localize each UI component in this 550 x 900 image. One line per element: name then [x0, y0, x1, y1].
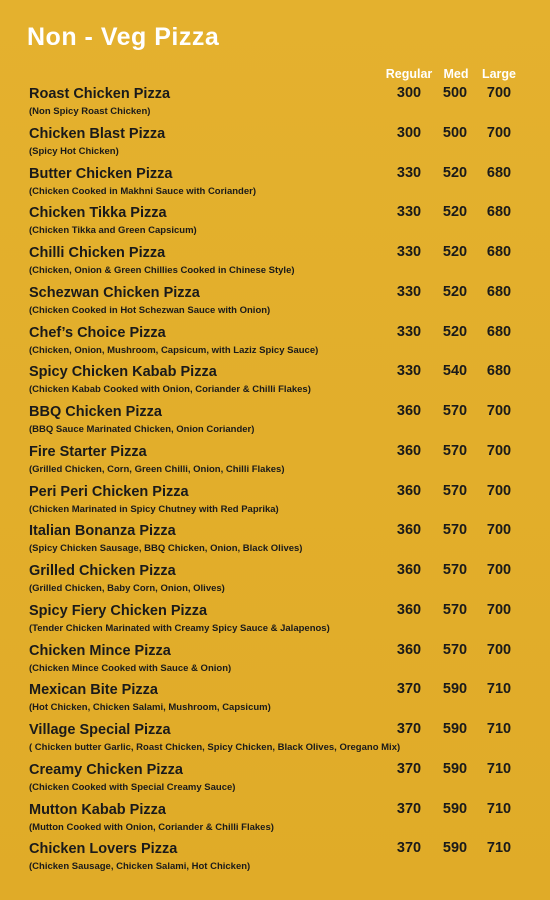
menu-item: [0, 201, 550, 241]
menu-item-price-large: 680: [486, 363, 512, 380]
menu-item-price-regular: 300: [396, 85, 422, 101]
menu-item-name: Grilled Chicken Pizza: [29, 563, 176, 579]
menu-item-description: (Chicken, Onion, Mushroom, Capsicum, with Laziz Spicy Sauce): [29, 344, 319, 356]
menu-item: [0, 162, 550, 202]
menu-item-description: (Chicken Cooked in Makhni Sauce with Coriander): [29, 185, 256, 197]
menu-item-price-regular: 370: [396, 721, 422, 737]
column-header-regular: Regular: [385, 67, 433, 81]
menu-item-price-regular: 360: [396, 442, 422, 459]
menu-item: [0, 400, 550, 440]
menu-item-price-med: 590: [442, 721, 468, 737]
menu-item-name: Mexican Bite Pizza: [29, 682, 158, 699]
menu-item: [0, 360, 550, 400]
menu-item: [0, 241, 550, 281]
menu-item-description: (Mutton Cooked with Onion, Coriander & Chilli Flakes): [29, 821, 274, 833]
menu-item-name: Chicken Mince Pizza: [29, 642, 171, 659]
menu-item-price-large: 710: [486, 800, 512, 817]
menu-item-name: BBQ Chicken Pizza: [29, 404, 162, 420]
menu-item-name: Village Special Pizza: [29, 722, 171, 738]
menu-item-name: Peri Peri Chicken Pizza: [29, 483, 189, 500]
menu-item-price-med: 590: [442, 681, 468, 698]
menu-item-price-regular: 370: [396, 681, 422, 698]
menu-item: [0, 82, 550, 122]
menu-item: [0, 281, 550, 321]
column-header-med: Med: [443, 67, 469, 81]
menu-item: [0, 718, 550, 758]
menu-item-description: (Grilled Chicken, Corn, Green Chilli, Onion, Chilli Flakes): [29, 463, 285, 475]
menu-item-name: Butter Chicken Pizza: [29, 165, 173, 182]
menu-item-price-regular: 360: [396, 522, 422, 539]
menu-item-price-regular: 370: [396, 840, 422, 857]
column-header-large: Large: [481, 67, 517, 81]
menu-item-description: ( Chicken butter Garlic, Roast Chicken, Spicy Chicken, Black Olives, Oregano Mix): [29, 742, 401, 753]
menu-item-price-regular: 360: [396, 641, 422, 658]
menu-item-price-regular: 360: [396, 403, 422, 419]
menu-item: [0, 798, 550, 838]
menu-item-description: (Tender Chicken Marinated with Creamy Spicy Sauce & Jalapenos): [29, 622, 330, 634]
menu-item-description: (Chicken, Onion & Green Chillies Cooked in Chinese Style): [29, 265, 295, 276]
menu-item-price-med: 590: [442, 840, 468, 857]
menu-item-name: Chicken Lovers Pizza: [29, 841, 178, 858]
menu-item-description: (Spicy Chicken Sausage, BBQ Chicken, Onion, Black Olives): [29, 543, 303, 555]
menu-item-price-med: 590: [442, 800, 468, 817]
menu-item-description: (Spicy Hot Chicken): [29, 145, 119, 157]
menu-title: Non - Veg Pizza: [27, 23, 220, 51]
menu-item-price-large: 700: [486, 641, 512, 658]
menu-item-description: (Chicken Tikka and Green Capsicum): [29, 225, 197, 237]
menu-item-price-regular: 360: [396, 562, 422, 578]
menu-item-price-regular: 300: [396, 124, 422, 141]
menu-item-price-regular: 360: [396, 482, 422, 499]
menu-item-name: Schezwan Chicken Pizza: [29, 284, 200, 301]
menu-item-price-regular: 370: [396, 800, 422, 817]
menu-item-price-large: 700: [486, 85, 512, 101]
menu-item-price-large: 700: [486, 562, 512, 578]
menu-item-price-med: 520: [442, 204, 468, 221]
menu-item-description: (BBQ Sauce Marinated Chicken, Onion Coriander): [29, 424, 255, 435]
menu-item-price-med: 520: [442, 244, 468, 260]
menu-item-price-med: 570: [442, 641, 468, 658]
menu-item-name: Italian Bonanza Pizza: [29, 523, 176, 540]
menu-item-price-large: 700: [486, 601, 512, 618]
menu-item: [0, 758, 550, 798]
menu-item-description: (Chicken Sausage, Chicken Salami, Hot Chicken): [29, 861, 251, 873]
menu-item-price-regular: 330: [396, 164, 422, 181]
menu-item-name: Fire Starter Pizza: [29, 443, 147, 460]
menu-item-name: Spicy Fiery Chicken Pizza: [29, 602, 208, 619]
menu-item-price-med: 570: [442, 482, 468, 499]
menu-item: [0, 122, 550, 162]
menu-item-price-large: 710: [486, 721, 512, 737]
menu-item-price-med: 570: [442, 522, 468, 539]
menu-item: [0, 480, 550, 520]
menu-item-description: (Chicken Cooked in Hot Schezwan Sauce with Onion): [29, 304, 271, 316]
menu-item-price-large: 700: [486, 522, 512, 539]
menu-item-name: Spicy Chicken Kabab Pizza: [29, 364, 217, 381]
menu-item-price-large: 680: [486, 164, 512, 181]
menu-item-description: (Hot Chicken, Chicken Salami, Mushroom, Capsicum): [29, 702, 271, 714]
menu-item-price-med: 570: [442, 562, 468, 578]
menu-item-price-med: 520: [442, 164, 468, 181]
menu-item-name: Chilli Chicken Pizza: [29, 245, 166, 261]
menu-item-price-large: 700: [486, 442, 512, 459]
menu-item-price-regular: 370: [396, 760, 422, 777]
menu-item-price-med: 570: [442, 442, 468, 459]
menu-item: [0, 837, 550, 877]
menu-item-price-regular: 360: [396, 601, 422, 618]
menu-item-price-large: 700: [486, 124, 512, 141]
menu-item-price-med: 500: [442, 85, 468, 101]
menu-item-price-med: 570: [442, 403, 468, 419]
menu-item-price-regular: 330: [396, 204, 422, 221]
menu-item-price-med: 520: [442, 323, 468, 340]
menu-item-description: (Non Spicy Roast Chicken): [29, 106, 151, 117]
menu-item-description: (Grilled Chicken, Baby Corn, Onion, Olives): [29, 583, 225, 594]
menu-item-price-large: 710: [486, 840, 512, 857]
menu-list: [0, 82, 550, 877]
menu-item-price-regular: 330: [396, 283, 422, 300]
menu-item-price-large: 680: [486, 283, 512, 300]
menu-item-name: Chicken Tikka Pizza: [29, 205, 167, 222]
menu-item-price-large: 710: [486, 760, 512, 777]
menu-item-name: Mutton Kabab Pizza: [29, 801, 166, 818]
menu-item-price-med: 590: [442, 760, 468, 777]
menu-item-price-regular: 330: [396, 363, 422, 380]
menu-item-price-large: 700: [486, 482, 512, 499]
menu-item: [0, 678, 550, 718]
menu-item-price-med: 540: [442, 363, 468, 380]
menu-item: [0, 321, 550, 361]
menu-item-price-large: 710: [486, 681, 512, 698]
menu-item: [0, 559, 550, 599]
menu-item-price-med: 570: [442, 601, 468, 618]
menu-item: [0, 639, 550, 679]
menu-item-description: (Chicken Marinated in Spicy Chutney with Red Paprika): [29, 503, 279, 515]
menu-item-name: Roast Chicken Pizza: [29, 86, 171, 102]
menu-item-price-large: 700: [486, 403, 512, 419]
menu-item-price-large: 680: [486, 244, 512, 260]
menu-item: [0, 440, 550, 480]
menu-item-price-large: 680: [486, 204, 512, 221]
menu-item-name: Creamy Chicken Pizza: [29, 761, 183, 778]
menu-item: [0, 519, 550, 559]
menu-item-description: (Chicken Kabab Cooked with Onion, Coriander & Chilli Flakes): [29, 384, 311, 396]
menu-item-name: Chicken Blast Pizza: [29, 125, 166, 142]
menu-item-price-regular: 330: [396, 323, 422, 340]
menu-item-name: Chef’s Choice Pizza: [29, 324, 166, 341]
menu-item-price-regular: 330: [396, 244, 422, 260]
menu-item: [0, 599, 550, 639]
menu-item-price-med: 520: [442, 283, 468, 300]
menu-item-price-large: 680: [486, 323, 512, 340]
menu-item-description: (Chicken Cooked with Special Creamy Sauce): [29, 781, 236, 793]
menu-item-description: (Chicken Mince Cooked with Sauce & Onion): [29, 662, 232, 674]
menu-item-price-med: 500: [442, 124, 468, 141]
